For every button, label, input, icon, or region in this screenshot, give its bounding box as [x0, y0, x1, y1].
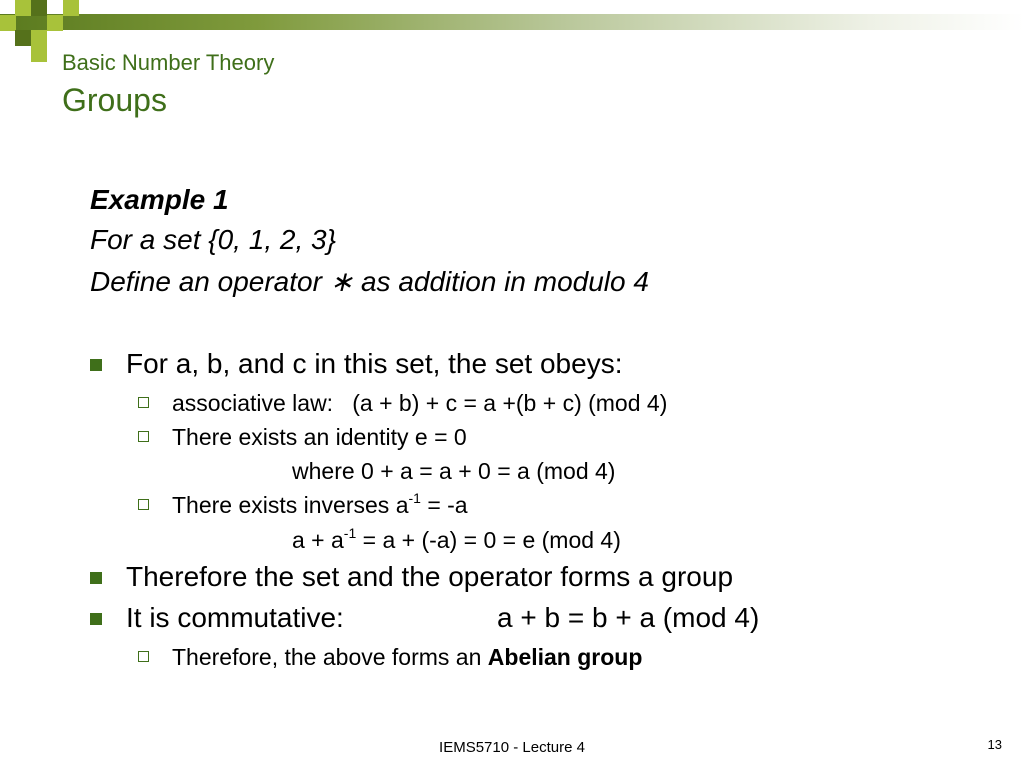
- hollow-square-bullet-icon: [138, 499, 149, 510]
- example-set-line: For a set {0, 1, 2, 3}: [90, 224, 336, 255]
- page-number: 13: [987, 737, 1002, 752]
- header-gradient-bar: [0, 14, 1024, 30]
- hollow-square-bullet-icon: [138, 651, 149, 662]
- square-bullet-icon: [90, 572, 102, 584]
- square-bullet-icon: [90, 613, 102, 625]
- square-bullet-icon: [90, 359, 102, 371]
- footer-lecture-label: IEMS5710 - Lecture 4: [439, 739, 585, 756]
- hollow-square-bullet-icon: [138, 431, 149, 442]
- operator-symbol: ∗: [329, 266, 354, 297]
- slide-title-line2: Groups: [62, 82, 167, 118]
- example-operator-line: Define an operator ∗ as addition in modulo 4: [90, 266, 649, 297]
- commutative-formula: a + b = b + a (mod 4): [497, 602, 760, 633]
- hollow-square-bullet-icon: [138, 397, 149, 408]
- identity-continuation: where 0 + a = a + 0 = a (mod 4): [292, 458, 616, 484]
- slide-title-line1: Basic Number Theory: [62, 50, 275, 75]
- example-heading: Example 1: [90, 184, 229, 215]
- abelian-group-term: Abelian group: [487, 644, 643, 670]
- inverses-continuation: $a + a^{-1} = a + (-a) = 0 = e$ (mod 4): [292, 525, 621, 553]
